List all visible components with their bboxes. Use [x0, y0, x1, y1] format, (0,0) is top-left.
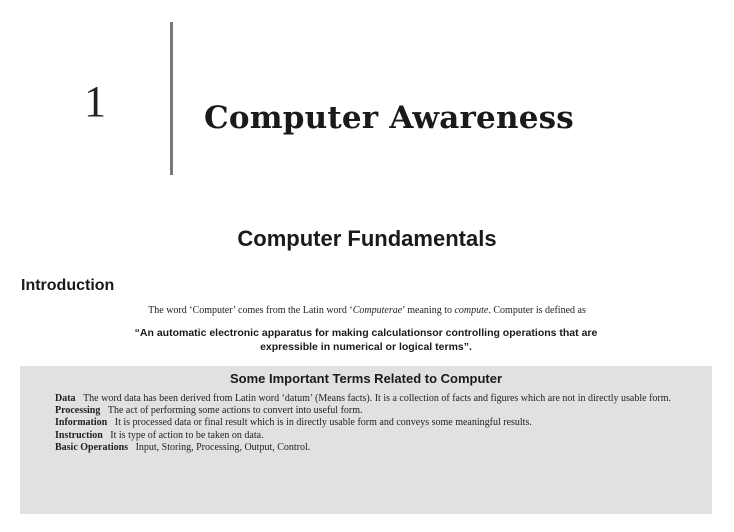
intro-text-part2: ’ meaning to — [402, 305, 455, 316]
term-instruction — [28, 430, 700, 442]
definition-quote — [66, 327, 666, 354]
chapter-number: 1 — [84, 77, 106, 126]
definition-quote-line2: expressible in numerical or logical terms”. — [260, 340, 472, 353]
term-name-instruction: Instruction — [55, 429, 103, 441]
introduction-heading: Introduction — [21, 277, 115, 294]
term-definition-basic-operations: Input, Storing, Processing, Output, Control. — [135, 441, 311, 453]
chapter-title: Computer Awareness — [204, 100, 574, 136]
term-name-processing: Processing — [55, 405, 101, 417]
intro-text-part3: . Computer is defined as — [488, 305, 586, 316]
section-title: Computer Fundamentals — [237, 226, 497, 251]
term-definition-information: It is processed data or final result which is in directly usable form and conveys some meaningful results. — [114, 417, 532, 429]
term-definition-processing: The act of performing some actions to convert into useful form. — [107, 405, 363, 417]
term-processing — [28, 405, 700, 417]
definition-quote-line1: “An automatic electronic apparatus for making calculationsor controlling operations that are — [134, 327, 598, 339]
term-name-basic-operations: Basic Operations — [55, 441, 129, 453]
terms-heading: Some Important Terms Related to Computer — [229, 371, 503, 386]
term-definition-instruction: It is type of action to be taken on data. — [110, 429, 264, 441]
terms-list — [28, 393, 700, 454]
chapter-divider — [170, 22, 173, 175]
term-name-data: Data — [55, 393, 76, 404]
term-data — [28, 393, 700, 405]
intro-text-italic-computerae: Computerae — [352, 305, 403, 316]
term-information — [28, 417, 700, 429]
introduction-text — [0, 305, 734, 316]
term-basic-operations — [28, 442, 700, 454]
intro-text-italic-compute: compute — [454, 305, 489, 316]
intro-text-part1: The word ‘Computer’ comes from the Latin word ‘ — [148, 305, 353, 316]
term-definition-data: The word data has been derived from Latin word ‘datum’ (Means facts). It is a collection of facts and figures which are not in directly usable form. — [83, 393, 672, 404]
terms-box — [20, 366, 712, 514]
term-name-information: Information — [55, 417, 108, 429]
